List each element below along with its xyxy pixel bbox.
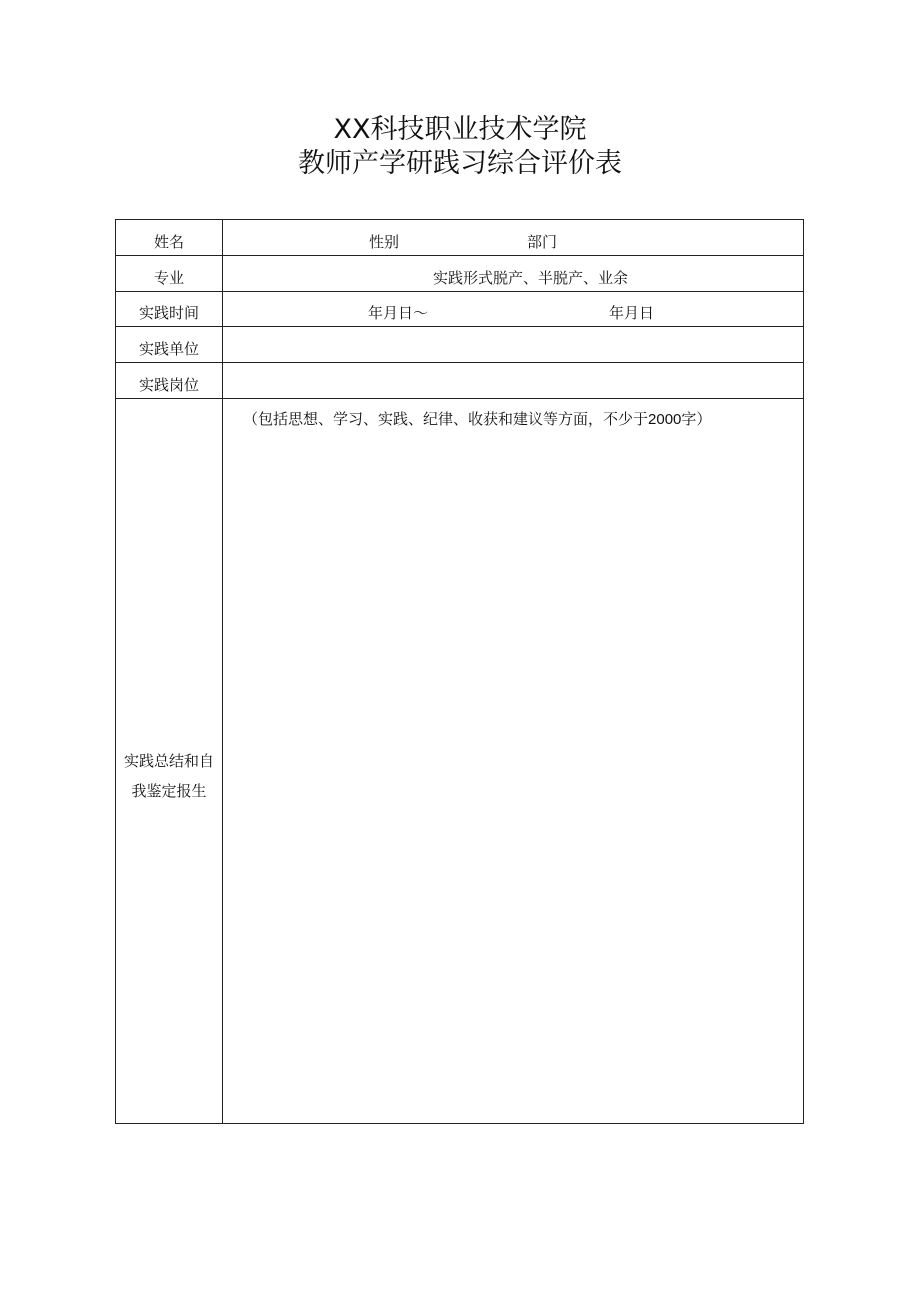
row-name <box>116 220 804 256</box>
name-label: 姓名 <box>153 233 184 251</box>
form-title: 教师产学研践习综合评价表 <box>298 148 622 179</box>
practice-post-label-cell <box>116 363 223 399</box>
practice-unit-label-cell <box>116 327 223 363</box>
practice-post-value-cell[interactable] <box>223 363 804 399</box>
summary-hint <box>243 408 711 429</box>
row-major <box>116 256 804 292</box>
practice-form-text: 实践形式脱产、半脱产、业余 <box>433 269 629 287</box>
row-summary <box>116 399 804 1124</box>
row-practice-post <box>116 363 804 399</box>
summary-label-cell <box>116 399 223 1124</box>
practice-time-label: 实践时间 <box>138 304 199 322</box>
major-label-cell <box>116 256 223 292</box>
practice-post-label: 实践岗位 <box>138 376 199 394</box>
gender-label: 性别 <box>369 233 400 251</box>
name-value-cell[interactable] <box>223 220 804 256</box>
practice-time-value-cell[interactable] <box>223 292 804 327</box>
row-practice-time <box>116 292 804 327</box>
summary-label: 实践总结和自我鉴定报生 <box>123 752 214 800</box>
practice-time-label-cell <box>116 292 223 327</box>
summary-value-cell[interactable] <box>223 399 804 1124</box>
summary-hint-after: 字） <box>681 410 712 428</box>
evaluation-form-table <box>115 219 804 1124</box>
row-practice-unit <box>116 327 804 363</box>
major-value-cell[interactable] <box>223 256 804 292</box>
name-label-cell <box>116 220 223 256</box>
summary-hint-number: 2000 <box>648 411 682 428</box>
practice-unit-label: 实践单位 <box>138 340 199 358</box>
date-end: 年月日 <box>609 304 655 322</box>
department-label: 部门 <box>527 233 558 251</box>
summary-hint-before: （包括思想、学习、实践、纪律、收获和建议等方面，不少于 <box>243 410 649 428</box>
practice-unit-value-cell[interactable] <box>223 327 804 363</box>
school-title: XX科技职业技术学院 <box>333 114 587 145</box>
major-label: 专业 <box>153 269 184 287</box>
date-start: 年月日～ <box>368 304 429 322</box>
